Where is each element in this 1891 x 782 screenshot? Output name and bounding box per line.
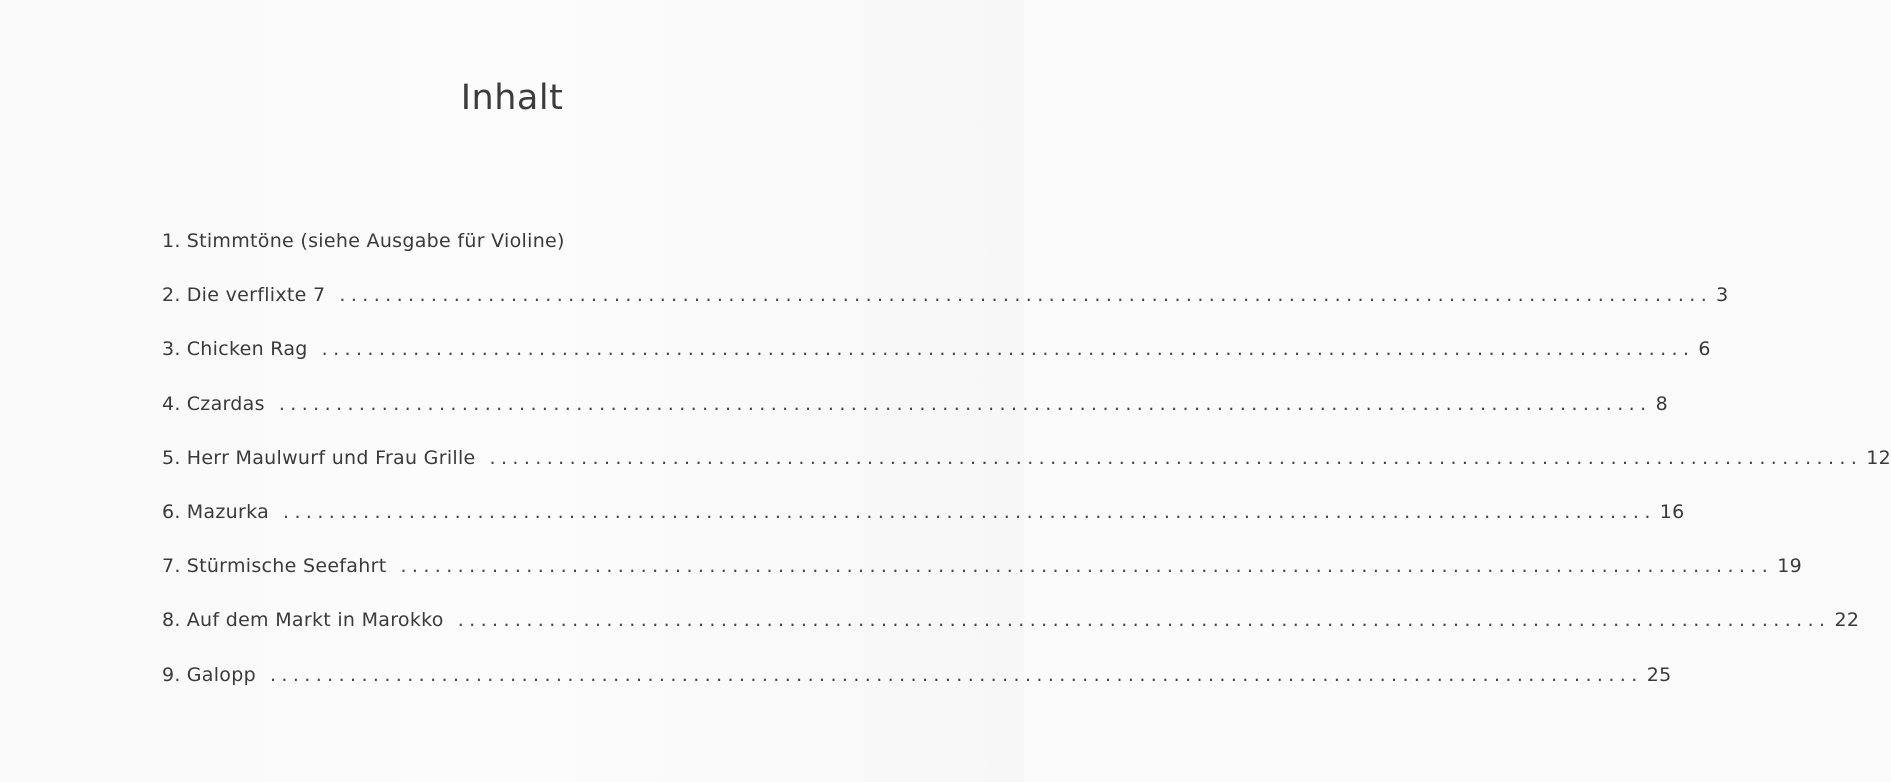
toc-entry-title: Stimmtöne (siehe Ausgabe für Violine)	[186, 230, 565, 252]
toc-entry-number: 1.	[162, 230, 181, 252]
toc-leader-dots: ........................................................................................................................	[278, 392, 1652, 415]
toc-entry-number: 5.	[162, 446, 181, 469]
table-of-contents	[162, 230, 1891, 718]
toc-entry-title: Mazurka	[186, 500, 270, 523]
toc-leader-dots: ........................................................................................................................	[321, 338, 1695, 361]
toc-entry-page: 8	[1655, 392, 1668, 415]
toc-entry-page: 3	[1716, 284, 1729, 307]
toc-entry-title: Stürmische Seefahrt	[186, 555, 387, 578]
toc-leader-dots: ........................................................................................................................	[269, 663, 1643, 686]
toc-leader-dots: ........................................................................................................................	[339, 284, 1713, 307]
toc-entry-number: 3.	[162, 338, 181, 361]
toc-entry-number: 9.	[162, 663, 181, 686]
toc-entry	[162, 500, 1685, 555]
toc-entry-title: Chicken Rag	[186, 338, 308, 361]
toc-entry	[162, 446, 1891, 501]
toc-entry-page: 12	[1866, 446, 1891, 469]
toc-entry-page: 6	[1698, 338, 1711, 361]
toc-entry-title: Galopp	[186, 663, 256, 686]
toc-leader-dots: ........................................................................................................................	[457, 609, 1831, 632]
toc-leader-dots: ........................................................................................................................	[283, 500, 1656, 523]
toc-entry	[162, 555, 1802, 609]
toc-entry-page: 25	[1646, 663, 1672, 686]
toc-entry-page: 19	[1777, 555, 1802, 578]
toc-entry	[162, 338, 1711, 392]
toc-entry	[162, 284, 1729, 338]
toc-leader-dots: ........................................................................................................................	[400, 555, 1774, 578]
toc-leader-dots: ........................................................................................................................	[489, 446, 1863, 469]
toc-entry-number: 4.	[162, 392, 181, 415]
page-title: Inhalt	[460, 78, 564, 118]
toc-entry	[162, 230, 870, 284]
toc-entry-number: 6.	[162, 500, 181, 523]
toc-entry-number: 7.	[162, 555, 181, 578]
toc-entry	[162, 609, 1860, 663]
toc-entry-title: Auf dem Markt in Marokko	[186, 609, 444, 632]
toc-entry	[162, 663, 1672, 718]
toc-entry-title: Die verflixte 7	[186, 284, 326, 307]
toc-entry-page: 22	[1834, 609, 1860, 632]
toc-entry-title: Czardas	[186, 392, 265, 415]
toc-entry-number: 2.	[162, 284, 181, 307]
toc-entry-page: 16	[1659, 500, 1685, 523]
toc-entry-number: 8.	[162, 609, 181, 632]
toc-entry	[162, 392, 1668, 447]
toc-entry-title: Herr Maulwurf und Frau Grille	[186, 446, 476, 469]
